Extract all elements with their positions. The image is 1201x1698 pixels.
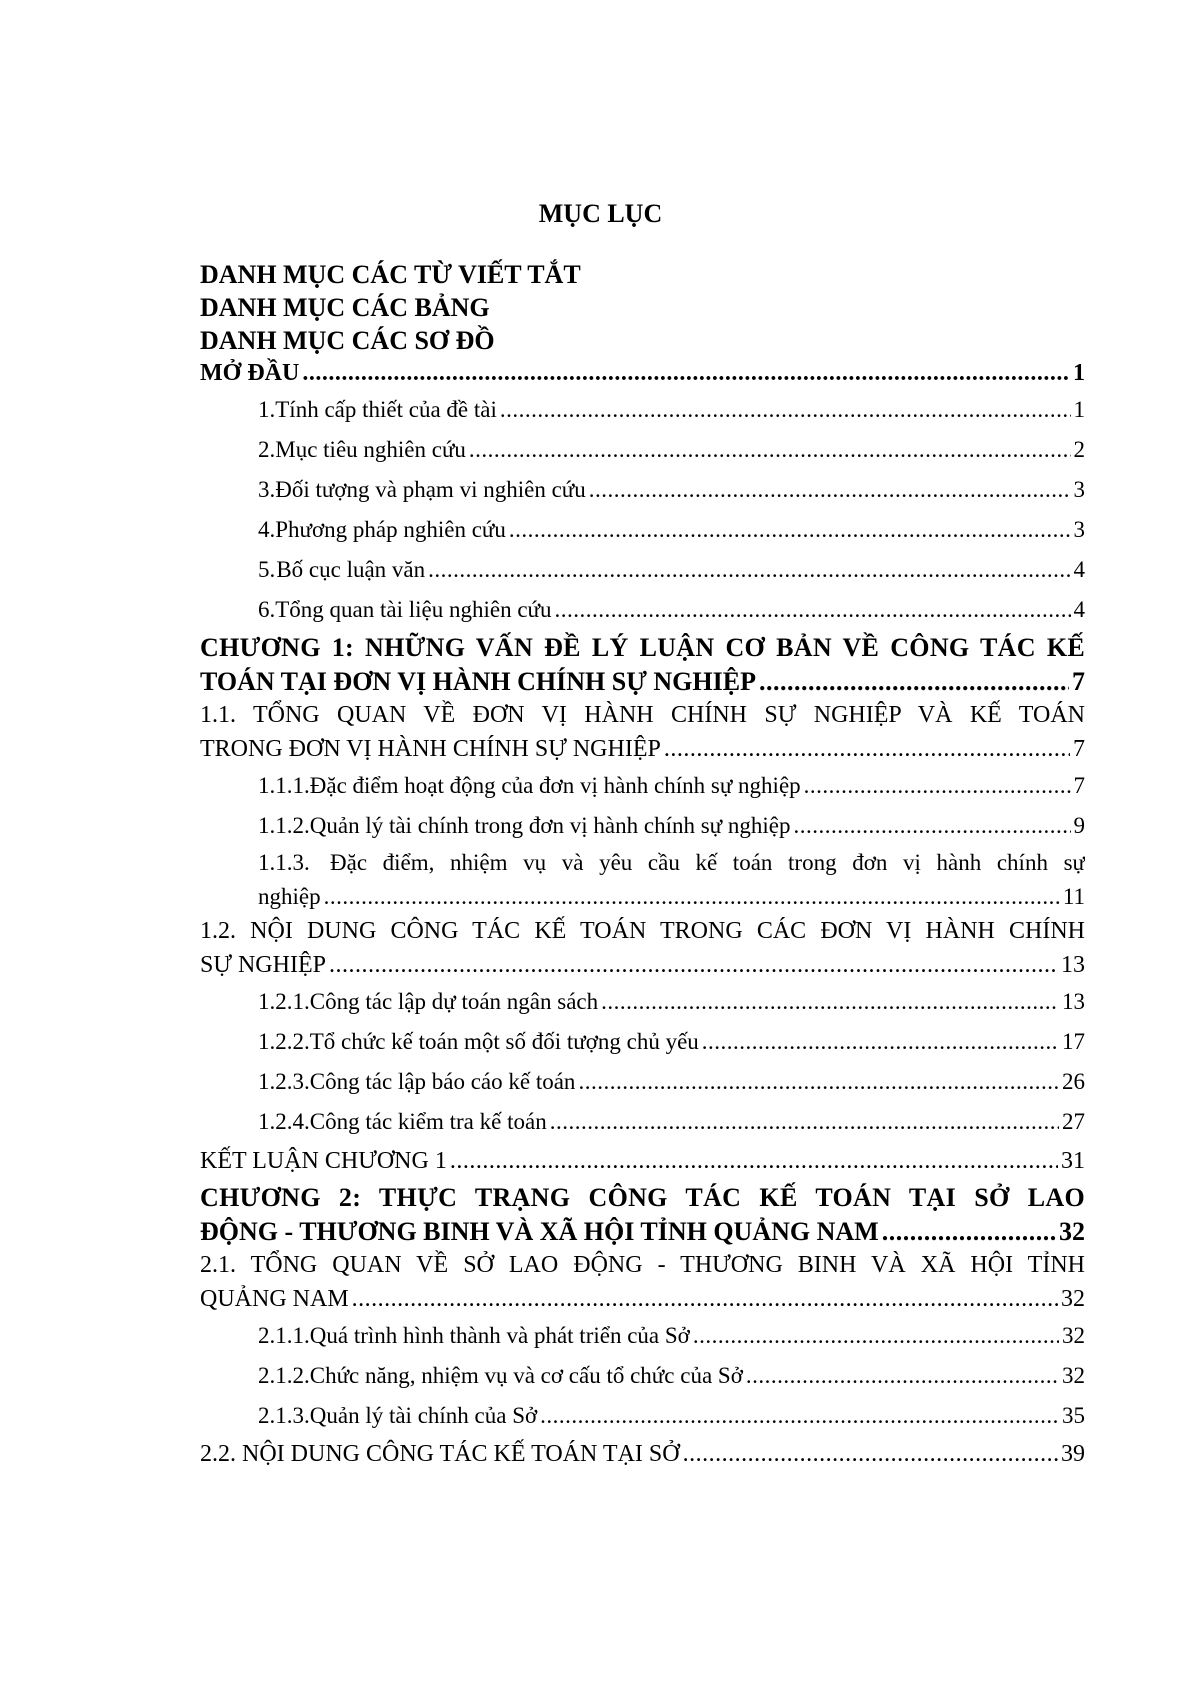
toc-section-1-2-line1[interactable]: 1.2. NỘI DUNG CÔNG TÁC KẾ TOÁN TRONG CÁC ĐƠN VỊ HÀNH CHÍNH bbox=[200, 918, 1085, 944]
toc-section-2-1-line2[interactable]: QUẢNG NAM ..... 32 bbox=[200, 1283, 1085, 1316]
toc-entry-intro-2[interactable]: 2. Mục tiêu nghiên cứu ..... 2 bbox=[200, 430, 1085, 470]
toc-entry-1-1-2[interactable]: 1.1.2. Quản lý tài chính trong đơn vị hành chính sự nghiệp ..... 9 bbox=[200, 806, 1085, 846]
leader-dots bbox=[589, 470, 1071, 510]
toc-section-2-2[interactable]: 2.2. NỘI DUNG CÔNG TÁC KẾ TOÁN TẠI SỞ ..... 39 bbox=[200, 1436, 1085, 1472]
leader-dots bbox=[329, 949, 1058, 982]
leader-dots bbox=[555, 590, 1071, 630]
leader-dots bbox=[550, 1102, 1059, 1142]
toc-heading-diagrams[interactable]: DANH MỤC CÁC SƠ ĐỒ bbox=[200, 326, 495, 355]
toc-entry-intro-5[interactable]: 5. Bố cục luận văn ..... 4 bbox=[200, 550, 1085, 590]
toc-entry-1-2-1[interactable]: 1.2.1. Công tác lập dự toán ngân sách ..... 13 bbox=[200, 982, 1085, 1022]
leader-dots bbox=[509, 510, 1071, 550]
leader-dots bbox=[702, 1022, 1059, 1062]
toc-chapter-2-line1[interactable]: CHƯƠNG 2: THỰC TRẠNG CÔNG TÁC KẾ TOÁN TẠI SỞ LAO bbox=[200, 1183, 1085, 1212]
leader-dots bbox=[428, 550, 1070, 590]
leader-dots bbox=[746, 1356, 1059, 1396]
toc-entry-mo-dau[interactable]: MỞ ĐẦU ..... 1 bbox=[200, 357, 1085, 390]
leader-dots bbox=[793, 806, 1070, 846]
leader-dots bbox=[302, 357, 1070, 390]
toc-entry-1-1-3-line1[interactable]: 1.1.3. Đặc điểm, nhiệm vụ và yêu cầu kế toán trong đơn vị hành chính sự bbox=[258, 850, 1085, 875]
toc-entry-1-2-3[interactable]: 1.2.3. Công tác lập báo cáo kế toán ..... 26 bbox=[200, 1062, 1085, 1102]
leader-dots bbox=[664, 733, 1070, 766]
toc-entry-2-1-1[interactable]: 2.1.1. Quá trình hình thành và phát triển của Sở ..... 32 bbox=[200, 1316, 1085, 1356]
toc-entry-intro-3[interactable]: 3. Đối tượng và phạm vi nghiên cứu ..... 3 bbox=[200, 470, 1085, 510]
toc-entry-intro-4[interactable]: 4. Phương pháp nghiên cứu ..... 3 bbox=[200, 510, 1085, 550]
toc-section-1-1-line1[interactable]: 1.1. TỔNG QUAN VỀ ĐƠN VỊ HÀNH CHÍNH SỰ NGHIỆP VÀ KẾ TOÁN bbox=[200, 702, 1085, 728]
page-title: MỤC LỤC bbox=[538, 199, 663, 228]
leader-dots bbox=[540, 1396, 1059, 1436]
leader-dots bbox=[759, 665, 1069, 698]
toc-entry-2-1-3[interactable]: 2.1.3. Quản lý tài chính của Sở ..... 35 bbox=[200, 1396, 1085, 1436]
toc-entry-intro-6[interactable]: 6. Tổng quan tài liệu nghiên cứu ..... 4 bbox=[200, 590, 1085, 630]
leader-dots bbox=[578, 1062, 1059, 1102]
toc-section-1-2-line2[interactable]: SỰ NGHIỆP ..... 13 bbox=[200, 949, 1085, 982]
leader-dots bbox=[804, 766, 1071, 806]
leader-dots bbox=[352, 1283, 1058, 1316]
toc-chapter-1-line1[interactable]: CHƯƠNG 1: NHỮNG VẤN ĐỀ LÝ LUẬN CƠ BẢN VỀ CÔNG TÁC KẾ bbox=[200, 633, 1085, 662]
leader-dots bbox=[693, 1316, 1059, 1356]
toc-entry-2-1-2[interactable]: 2.1.2. Chức năng, nhiệm vụ và cơ cấu tổ chức của Sở ..... 32 bbox=[200, 1356, 1085, 1396]
table-of-contents bbox=[200, 258, 1085, 1472]
toc-section-1-1-line2[interactable]: TRONG ĐƠN VỊ HÀNH CHÍNH SỰ NGHIỆP ..... 7 bbox=[200, 733, 1085, 766]
toc-heading-tables[interactable]: DANH MỤC CÁC BẢNG bbox=[200, 293, 490, 322]
toc-chapter-1-line2[interactable]: TOÁN TẠI ĐƠN VỊ HÀNH CHÍNH SỰ NGHIỆP ..... 7 bbox=[200, 665, 1085, 698]
leader-dots bbox=[450, 1142, 1058, 1180]
toc-entry-1-2-4[interactable]: 1.2.4. Công tác kiểm tra kế toán ..... 27 bbox=[200, 1102, 1085, 1142]
toc-entry-ket-luan-1[interactable]: KẾT LUẬN CHƯƠNG 1 ..... 31 bbox=[200, 1142, 1085, 1180]
toc-heading-abbreviations[interactable]: DANH MỤC CÁC TỪ VIẾT TẮT bbox=[200, 260, 581, 289]
toc-entry-1-2-2[interactable]: 1.2.2. Tổ chức kế toán một số đối tượng chủ yếu ..... 17 bbox=[200, 1022, 1085, 1062]
leader-dots bbox=[500, 390, 1071, 430]
toc-chapter-2-line2[interactable]: ĐỘNG - THƯƠNG BINH VÀ XÃ HỘI TỈNH QUẢNG NAM ..... 32 bbox=[200, 1215, 1085, 1248]
leader-dots bbox=[469, 430, 1071, 470]
leader-dots bbox=[683, 1436, 1058, 1472]
toc-entry-1-1-3-line2[interactable]: nghiệp ..... 11 bbox=[200, 880, 1085, 914]
toc-section-2-1-line1[interactable]: 2.1. TỔNG QUAN VỀ SỞ LAO ĐỘNG - THƯƠNG BINH VÀ XÃ HỘI TỈNH bbox=[200, 1252, 1085, 1278]
toc-entry-intro-1[interactable]: 1. Tính cấp thiết của đề tài ..... 1 bbox=[200, 390, 1085, 430]
leader-dots bbox=[324, 880, 1060, 914]
leader-dots bbox=[882, 1215, 1056, 1248]
toc-entry-1-1-1[interactable]: 1.1.1. Đặc điểm hoạt động của đơn vị hành chính sự nghiệp ..... 7 bbox=[200, 766, 1085, 806]
leader-dots bbox=[601, 982, 1059, 1022]
